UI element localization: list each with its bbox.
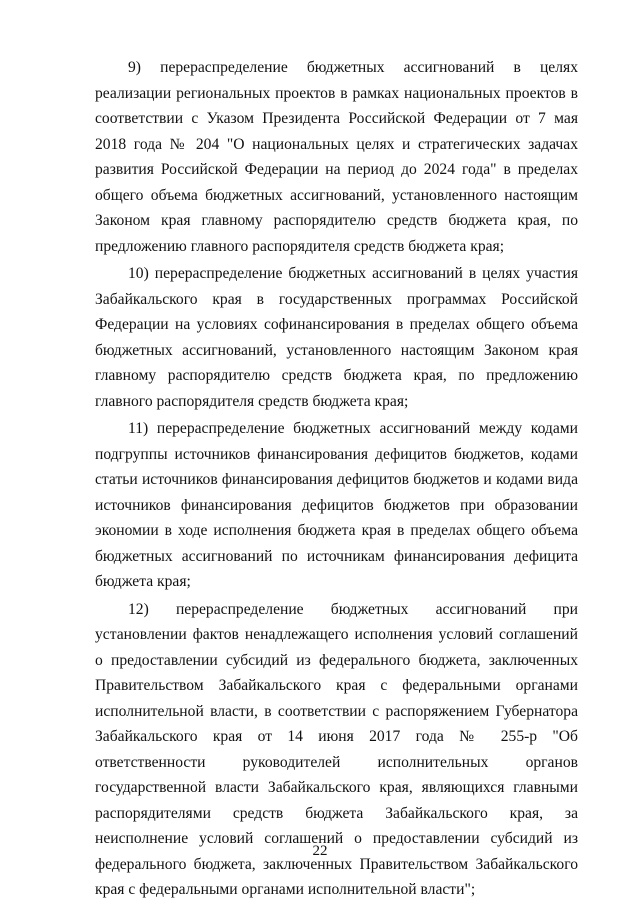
paragraph-item-12: 12) перераспределение бюджетных ассигнований при установлении фактов ненадлежащего исполнения условий соглашений о предоставлении субсидий из федерального бюджета, заключенных Правительством Забайкальского края с федеральными органами исполнительной власти, в соответствии с распоряжением Губернатора Забайкальского края от 14 июня 2017 года № 255-р "Об ответственности руководителей исполнительных органов государственной власти Забайкальского края, являющихся главными распорядителями средств бюджета Забайкальского края, за неисполнение условий соглашений о предоставлении субсидий из федерального бюджета, заключенных Правительством Забайкальского края с федеральными органами исполнительной власти"; <box>95 600 578 898</box>
paragraph-item-10: 10) перераспределение бюджетных ассигнований в целях участия Забайкальского края в государственных программах Российской Федерации на условиях софинансирования в пределах общего объема бюджетных ассигнований, установленного настоящим Законом края главному распорядителю средств бюджета края, по предложению главного распорядителя средств бюджета края; <box>95 265 578 410</box>
document-body <box>95 55 578 903</box>
page-number: 22 <box>312 843 328 859</box>
paragraph-item-11: 11) перераспределение бюджетных ассигнований между кодами подгруппы источников финансирования дефицитов бюджетов, кодами статьи источников финансирования дефицитов бюджетов и кодами вида источников финансирования дефицитов бюджетов при образовании экономии в ходе исполнения бюджета края в пределах общего объема бюджетных ассигнований по источникам финансирования дефицита бюджета края; <box>95 420 578 590</box>
paragraph-item-9: 9) перераспределение бюджетных ассигнований в целях реализации региональных проектов в рамках национальных проектов в соответствии с Указом Президента Российской Федерации от 7 мая 2018 года № 204 "О национальных целях и стратегических задачах развития Российской Федерации на период до 2024 года" в пределах общего объема бюджетных ассигнований, установленного настоящим Законом края главному распорядителю средств бюджета края, по предложению главного распорядителя средств бюджета края; <box>95 59 578 255</box>
